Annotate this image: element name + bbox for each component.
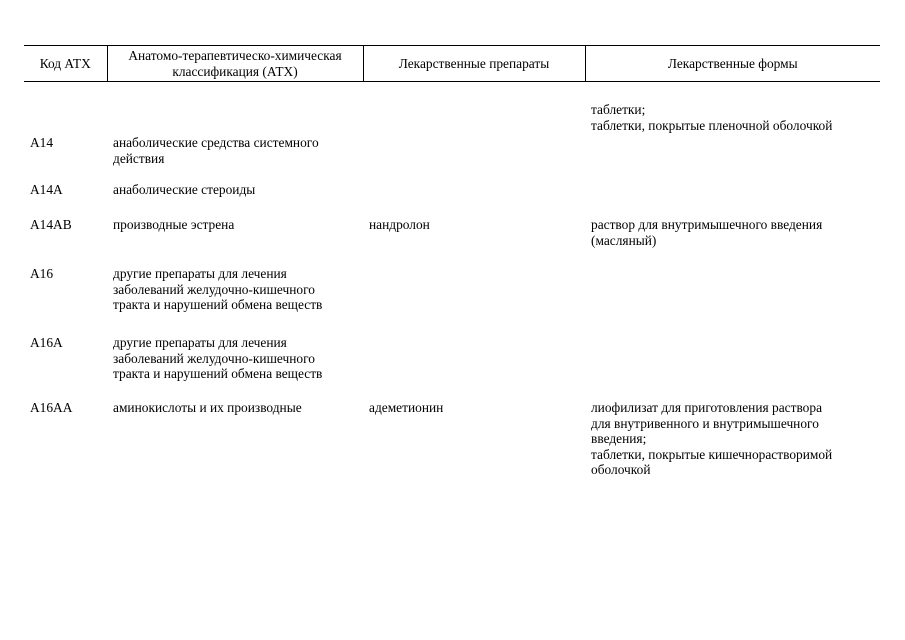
table-row xyxy=(24,182,880,217)
table-row-continuation xyxy=(24,82,880,136)
forms-line: лиофилизат для приготовления раствора xyxy=(591,400,823,415)
header-drugs: Лекарственные препараты xyxy=(363,46,585,82)
header-code: Код АТХ xyxy=(24,46,107,82)
classification-line: производные эстрена xyxy=(113,217,235,232)
classification-line: анаболические стероиды xyxy=(113,182,256,197)
table-row xyxy=(24,400,880,490)
cell-classification xyxy=(107,217,363,266)
cell-forms xyxy=(585,135,880,182)
cell-forms xyxy=(585,217,880,266)
forms-line: оболочкой xyxy=(591,462,651,477)
cell-classification xyxy=(107,266,363,335)
header-classification xyxy=(107,46,363,82)
forms-line: (масляный) xyxy=(591,232,657,248)
cell-code: A16A xyxy=(30,335,63,350)
cell-forms xyxy=(585,335,880,400)
header-row xyxy=(24,46,880,82)
header-classification-line1: Анатомо-терапевтическо-химическая xyxy=(128,48,342,63)
cell-drug xyxy=(363,182,585,217)
forms-line: таблетки, покрытые пленочной оболочкой xyxy=(591,117,833,133)
cell-code: A14AB xyxy=(30,217,72,232)
forms-line: введения; xyxy=(591,431,647,446)
cell-code: A16 xyxy=(30,266,54,281)
table-row xyxy=(24,266,880,335)
cell-code: A14A xyxy=(30,182,63,197)
cell-drug xyxy=(363,82,585,136)
cell-drug xyxy=(363,335,585,400)
classification-line: другие препараты для лечения xyxy=(113,335,287,350)
atc-drug-table xyxy=(24,45,880,490)
table-body xyxy=(24,82,880,491)
cell-drug xyxy=(363,266,585,335)
table-row xyxy=(24,217,880,266)
forms-line: для внутривенного и внутримышечного xyxy=(591,415,819,431)
table-row xyxy=(24,135,880,182)
cell-code: A16AA xyxy=(30,400,73,415)
classification-line: анаболические средства системного xyxy=(113,135,319,150)
classification-line: аминокислоты и их производные xyxy=(113,400,302,415)
header-forms: Лекарственные формы xyxy=(585,46,880,82)
table-row xyxy=(24,335,880,400)
forms-line: таблетки, покрытые кишечнорастворимой xyxy=(591,446,833,462)
cell-forms xyxy=(585,182,880,217)
cell-forms xyxy=(585,400,880,490)
classification-line: тракта и нарушений обмена веществ xyxy=(113,366,323,381)
cell-drug: нандролон xyxy=(369,217,430,232)
cell-drug xyxy=(363,135,585,182)
classification-line: действия xyxy=(113,150,165,166)
classification-line: тракта и нарушений обмена веществ xyxy=(113,297,323,312)
table-header xyxy=(24,46,880,82)
cell-classification xyxy=(107,82,363,136)
cell-forms xyxy=(585,82,880,136)
classification-line: заболеваний желудочно-кишечного xyxy=(113,281,315,297)
cell-drug: адеметионин xyxy=(369,400,444,415)
forms-line: таблетки; xyxy=(591,102,646,117)
header-classification-line2: классификация (АТХ) xyxy=(172,63,298,79)
classification-line: другие препараты для лечения xyxy=(113,266,287,281)
forms-line: раствор для внутримышечного введения xyxy=(591,217,823,232)
cell-classification xyxy=(107,400,363,490)
cell-classification xyxy=(107,135,363,182)
cell-classification xyxy=(107,182,363,217)
cell-code: A14 xyxy=(30,135,54,150)
cell-code xyxy=(24,82,107,136)
cell-forms xyxy=(585,266,880,335)
classification-line: заболеваний желудочно-кишечного xyxy=(113,350,315,366)
cell-classification xyxy=(107,335,363,400)
